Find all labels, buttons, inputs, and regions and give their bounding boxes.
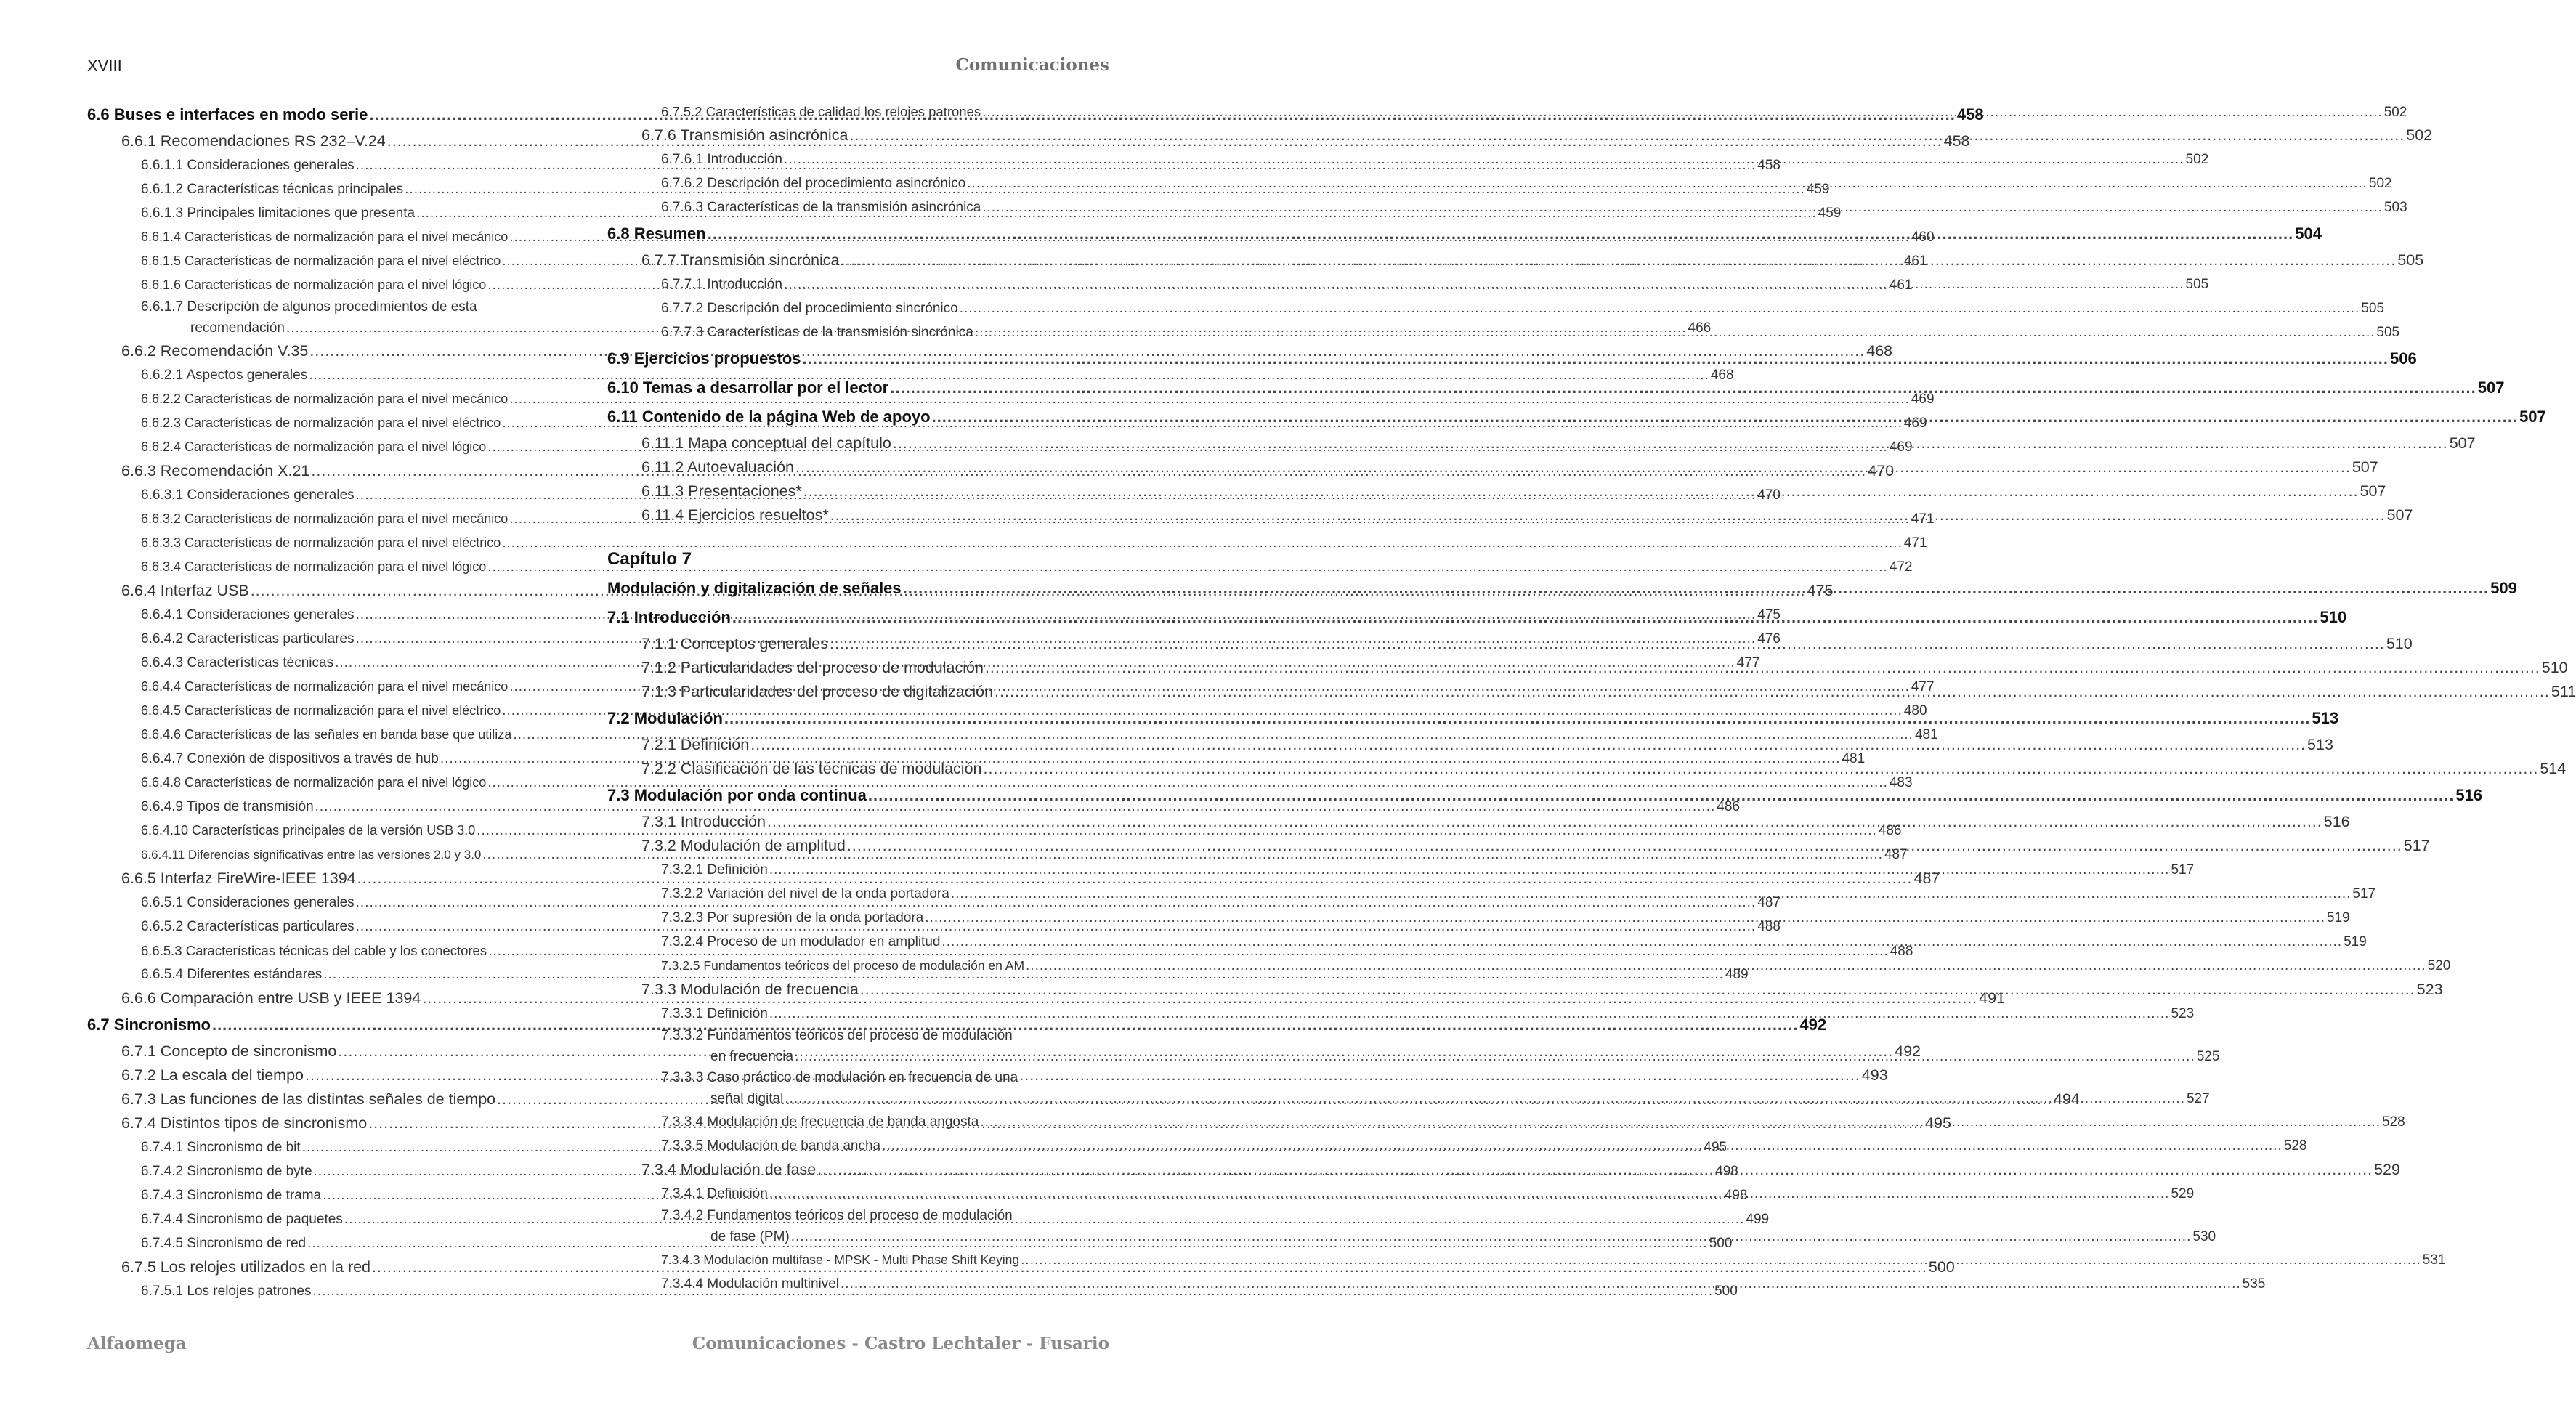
dot-leader (732, 603, 2318, 632)
toc-entry-page: 513 (2312, 709, 2339, 727)
toc-entry-page: 519 (2326, 910, 2350, 925)
toc-entry-title: 6.6.1 Recomendaciones RS 232–V.24 (121, 132, 386, 150)
toc-entry-page: 531 (2422, 1252, 2446, 1268)
toc-entry-page: 507 (2386, 506, 2413, 524)
toc-entry-title: 7.3.4 Modulación de fase (641, 1161, 817, 1178)
toc-entry-title: 6.7.7.3 Características de la transmisión sincrónica (661, 325, 973, 340)
toc-entry-page: 502 (2406, 126, 2433, 144)
toc-entry-title: 6.7.7.2 Descripción del procedimiento sincrónico (661, 301, 958, 316)
toc-entry-title: 6.11 Contenido de la página Web de apoyo (607, 408, 931, 426)
toc-entry-page: 486 (1717, 799, 1740, 814)
dot-leader (932, 402, 2518, 431)
toc-entry-title: 6.6.2.2 Características de normalización para el nivel mecánico (141, 392, 509, 406)
toc-entry-page: 517 (2352, 886, 2376, 901)
toc-entry-title-cont: de fase (PM) (710, 1229, 790, 1244)
toc-entry-page: 461 (1889, 277, 1913, 293)
toc-entry-page: 471 (1911, 511, 1935, 527)
toc-entry-title: 7.2 Modulación (607, 709, 723, 727)
toc-entry-page: 476 (1757, 631, 1781, 647)
dot-leader (708, 219, 2293, 248)
dot-leader (985, 656, 2540, 680)
toc-entry-title: 7.1.3 Particularidades del proceso de digitalización (641, 683, 994, 700)
toc-entry-page: 505 (2361, 301, 2385, 316)
toc-entry-page: 529 (2374, 1161, 2400, 1178)
toc-entry-subsubsection[interactable] (87, 531, 1927, 555)
toc-entry-title: 6.6.3 Recomendación X.21 (121, 462, 310, 479)
toc-entry-page: 511 (2551, 683, 2576, 700)
toc-entry-page: 528 (2381, 1114, 2405, 1130)
toc-entry-page: 492 (1799, 1016, 1827, 1034)
toc-entry-page: 475 (1757, 607, 1781, 623)
dot-leader (925, 906, 2325, 930)
toc-entry-page: 481 (1842, 751, 1866, 766)
dot-leader (903, 574, 2489, 603)
toc-entry-page: 469 (1889, 439, 1913, 455)
footer-book-title: Comunicaciones - Castro Lechtaler - Fusario (692, 1334, 1109, 1353)
toc-entry-subsubsection[interactable] (87, 363, 1734, 387)
toc-entry-title: 7.3.3.5 Modulación de banda ancha (661, 1138, 881, 1154)
toc-entry-page: 510 (2386, 635, 2413, 652)
toc-entry-title: 6.6.4.11 Diferencias significativas entre las versiones 2.0 y 3.0 (141, 848, 482, 862)
toc-entry-page: 525 (2196, 1049, 2220, 1064)
toc-entry-page: 471 (1903, 535, 1927, 551)
toc-entry-page: 505 (2376, 325, 2400, 340)
toc-entry-title: 7.2.1 Definición (641, 736, 750, 753)
dot-leader (982, 100, 2383, 124)
toc-entry-title: 6.6.1.3 Principales limitaciones que presenta (141, 206, 416, 221)
toc-entry-title: 6.7.1 Concepto de sincronismo (121, 1042, 337, 1060)
running-title: Comunicaciones (955, 55, 1109, 75)
toc-entry-title: 6.7.4.5 Sincronismo de red (141, 1236, 307, 1251)
toc-entry-title: 6.6.4.4 Características de normalización para el nivel mecánico (141, 679, 509, 694)
toc-entry-title: 6.6.4.3 Características técnicas (141, 655, 334, 670)
toc-entry-title: 6.6.5 Interfaz FireWire-IEEE 1394 (121, 870, 356, 887)
toc-entry-title: 6.6.6 Comparación entre USB y IEEE 1394 (121, 989, 421, 1007)
toc-entry-page: 469 (1911, 392, 1935, 407)
toc-entry-page: 535 (2242, 1276, 2266, 1292)
toc-entry-title: 6.6.3.3 Características de normalización para el nivel eléctrico (141, 535, 501, 550)
toc-entry-page: 523 (2416, 981, 2443, 998)
toc-entry-title: 7.3.2.5 Fundamentos teóricos del proceso de modulación en AM (661, 958, 1025, 973)
toc-entry-title: 6.7.6.2 Descripción del procedimiento asincrónico (661, 176, 966, 191)
dot-leader (1021, 1248, 2421, 1272)
dot-leader (882, 1134, 2283, 1158)
dot-leader (995, 680, 2550, 704)
toc-entry-page: 459 (1818, 206, 1842, 221)
toc-entry-title: 6.6.5.1 Consideraciones generales (141, 895, 355, 910)
toc-entry-page: 488 (1757, 919, 1781, 934)
toc-entry-title: 7.1.2 Particularidades del proceso de modulación (641, 659, 984, 676)
toc-entry-title: 6.7.4.1 Sincronismo de bit (141, 1140, 301, 1155)
toc-entry-title: 6.7.4 Distintos tipos de sincronismo (121, 1114, 368, 1132)
toc-entry-title: 7.3.3.3 Caso práctico de modulación en frecuencia de una (661, 1070, 1018, 1085)
footer-publisher: Alfaomega (87, 1334, 187, 1353)
toc-entry-title: 7.3.3 Modulación de frecuencia (641, 981, 859, 998)
toc-entry-title: 6.9 Ejercicios propuestos (607, 349, 801, 368)
toc-entry-title: 7.1.1 Conceptos generales (641, 635, 828, 652)
toc-entry-title: 6.7.4.4 Sincronismo de paquetes (141, 1212, 343, 1227)
toc-entry-page: 468 (1710, 368, 1734, 383)
toc-entry-title: 6.6.4.7 Conexión de dispositivos a través de hub (141, 751, 439, 766)
toc-entry-page: 469 (1903, 416, 1927, 431)
toc-entry-title: 6.7.7 Transmisión sincrónica (641, 251, 840, 269)
toc-entry-title: 6.11.4 Ejercicios resueltos* (641, 506, 829, 524)
toc-entry-title: 7.1 Introducción (607, 608, 731, 626)
toc-entry-title: 6.7 Sincronismo (87, 1016, 211, 1034)
toc-entry-title: 7.3.3.1 Definición (661, 1006, 768, 1021)
toc-entry-title: 6.6.1.1 Consideraciones generales (141, 158, 355, 173)
toc-entry-title-cont: en frecuencia (710, 1049, 794, 1064)
toc-entry-title: 6.7.6.3 Características de la transmisión asincrónica (661, 200, 981, 215)
toc-entry-title: 6.6.4.2 Características particulares (141, 631, 355, 647)
toc-entry-page: 458 (1757, 158, 1781, 173)
dot-leader (769, 858, 2170, 882)
toc-entry-title: 6.7.5.1 Los relojes patrones (141, 1284, 312, 1299)
toc-entry-page: 506 (2390, 349, 2417, 368)
dot-leader (849, 123, 2405, 147)
toc-entry-page: 507 (2519, 408, 2546, 426)
toc-entry-title: 6.7.4.2 Sincronismo de byte (141, 1164, 312, 1179)
toc-entry-title-cont: recomendación (190, 320, 285, 336)
toc-entry-page: 502 (2185, 152, 2209, 167)
dot-leader (767, 810, 2322, 834)
dot-leader (984, 757, 2539, 781)
toc-entry-page: 470 (1868, 462, 1895, 479)
chapter-label: Capítulo 7 (607, 549, 692, 569)
toc-entry-page: 494 (2053, 1090, 2080, 1108)
toc-entry-page: 460 (1911, 230, 1935, 245)
dot-leader (967, 171, 2368, 195)
dot-leader (975, 320, 2375, 344)
toc-entry-title: 6.6.4.5 Características de normalización para el nivel eléctrico (141, 703, 501, 718)
toc-entry-page: 489 (1725, 967, 1749, 982)
toc-entry-page: 459 (1806, 182, 1830, 197)
toc-entry-page: 499 (1746, 1212, 1770, 1227)
toc-entry-title: 6.6.2.4 Características de normalización para el nivel lógico (141, 439, 487, 454)
toc-entry-title: 6.6.3.2 Características de normalización para el nivel mecánico (141, 511, 509, 526)
toc-entry-title: 6.6.1.2 Características técnicas principales (141, 182, 404, 197)
toc-entry-page: 516 (2323, 813, 2350, 830)
toc-entry-title: 7.3.3.4 Modulación de frecuencia de banda angosta (661, 1114, 979, 1130)
toc-entry-page: 505 (2397, 251, 2424, 269)
dot-leader (803, 479, 2359, 503)
toc-entry-title: 6.6.1.4 Características de normalización para el nivel mecánico (141, 230, 509, 244)
dot-leader (750, 733, 2306, 757)
toc-entry-page: 498 (1724, 1188, 1748, 1203)
toc-entry-page: 481 (1914, 727, 1938, 742)
toc-entry-page: 502 (2383, 105, 2407, 120)
toc-entry-page: 493 (1861, 1066, 1888, 1084)
dot-leader (830, 632, 2385, 656)
toc-entry-title: 6.6.4.6 Características de las señales en banda base que utiliza (141, 727, 512, 742)
toc-entry-title: 6.8 Resumen (607, 224, 706, 243)
toc-entry-title: 7.3.2.1 Definición (661, 862, 768, 878)
toc-entry-title: 6.6.2.3 Características de normalización para el nivel eléctrico (141, 416, 501, 430)
toc-entry-page: 487 (1757, 895, 1781, 910)
toc-entry-page: 458 (1943, 132, 1970, 150)
dot-leader (784, 147, 2184, 171)
toc-entry-title: 7.3.4.1 Definición (661, 1186, 768, 1202)
toc-entry-page: 517 (2403, 837, 2430, 854)
toc-entry-title: 6.6.1.7 Descripción de algunos procedimientos de esta (141, 299, 477, 315)
toc-entry-page: 510 (2320, 608, 2347, 626)
toc-entry-page: 507 (2477, 378, 2505, 397)
toc-entry-title: 6.7.3 Las funciones de las distintas señales de tiempo (121, 1090, 496, 1108)
toc-entry-page: 517 (2171, 862, 2195, 878)
dot-leader (724, 704, 2310, 733)
dot-leader (890, 373, 2476, 402)
dot-leader (893, 431, 2448, 455)
dot-leader (841, 1272, 2241, 1296)
toc-entry-page: 466 (1688, 320, 1712, 336)
toc-entry-page: 477 (1911, 679, 1935, 694)
toc-entry-title: 6.7.7.1 Introducción (661, 277, 782, 292)
toc-entry-title: 7.3.2 Modulación de amplitud (641, 837, 846, 854)
toc-entry-title: 6.7.6.1 Introducción (661, 152, 782, 167)
toc-entry-title: 7.3.4.2 Fundamentos teóricos del proceso de modulación (661, 1208, 1013, 1223)
toc-entry-title: 6.11.3 Presentaciones* (641, 482, 802, 500)
dot-leader (860, 978, 2415, 1002)
toc-entry-title: 6.7.2 La escala del tiempo (121, 1066, 304, 1084)
dot-leader (769, 1182, 2170, 1206)
toc-entry-title: 6.6.4.1 Consideraciones generales (141, 607, 355, 623)
toc-entry-title: 6.6.5.4 Diferentes estándares (141, 967, 323, 982)
toc-entry-title: 6.7.6 Transmisión asincrónica (641, 126, 848, 144)
toc-entry-title: 6.11.2 Autoevaluación (641, 458, 794, 476)
toc-entry-page: 514 (2540, 760, 2567, 777)
toc-entry-page: 510 (2541, 659, 2568, 676)
toc-entry-page: 468 (1866, 342, 1893, 360)
toc-entry-page: 491 (1979, 989, 2006, 1007)
toc-entry-title: 6.6.3.1 Consideraciones generales (141, 487, 355, 503)
toc-entry-page: 505 (2185, 277, 2209, 292)
toc-entry-title: 6.6.4 Interfaz USB (121, 582, 249, 599)
toc-entry-page: 477 (1736, 655, 1760, 670)
toc-entry-page: 470 (1757, 487, 1781, 503)
toc-entry-title: 7.3.4.4 Modulación multinivel (661, 1276, 840, 1292)
toc-entry-page: 507 (2360, 482, 2386, 500)
dot-leader (980, 1110, 2381, 1134)
dot-leader (868, 781, 2454, 810)
toc-entry-title: 7.3.2.4 Proceso de un modulador en amplitud (661, 934, 941, 949)
toc-entry-title: 6.6.5.3 Características técnicas del cable y los conectores (141, 943, 487, 958)
dot-leader (803, 344, 2389, 373)
toc-entry-page: 513 (2307, 736, 2333, 753)
toc-entry-subsubsection[interactable] (607, 296, 2385, 320)
toc-entry-title: 6.6.3.4 Características de normalización para el nivel lógico (141, 559, 487, 574)
toc-entry-title: 6.6 Buses e interfaces en modo serie (87, 105, 368, 123)
toc-entry-page: 500 (1928, 1258, 1955, 1276)
toc-entry-page: 529 (2171, 1186, 2195, 1202)
toc-entry-title: 7.2.2 Clasificación de las técnicas de modulación (641, 760, 982, 777)
toc-entry-title: 6.7.4.3 Sincronismo de trama (141, 1188, 322, 1203)
dot-leader (785, 1088, 2185, 1110)
toc-entry-page: 487 (1913, 870, 1940, 887)
toc-entry-title: 7.3.2.3 Por supresión de la onda portadora (661, 910, 924, 925)
toc-entry-page: 500 (1709, 1236, 1733, 1251)
toc-entry-page: 530 (2192, 1229, 2216, 1244)
dot-leader (769, 1002, 2170, 1026)
toc-entry-title: 6.7.5.2 Características de calidad los relojes patrones (661, 104, 981, 119)
toc-entry-page: 488 (1890, 944, 1913, 959)
toc-entry-title: 6.6.5.2 Características particulares (141, 919, 355, 934)
toc-entry-page: 475 (1807, 582, 1834, 599)
dot-leader (784, 272, 2184, 296)
toc-entry-title-cont: señal digital (710, 1091, 784, 1106)
toc-entry-title: 7.3.3.2 Fundamentos teóricos del proceso de modulación (661, 1028, 1013, 1043)
toc-entry-page: 507 (2352, 458, 2378, 476)
toc-entry-page: 509 (2490, 579, 2517, 597)
toc-entry-title: 6.10 Temas a desarrollar por el lector (607, 378, 889, 397)
toc-entry-page: 486 (1878, 823, 1902, 838)
dot-leader (951, 882, 2352, 906)
toc-entry-page: 507 (2449, 434, 2476, 452)
toc-entry-page: 516 (2455, 786, 2483, 804)
toc-entry-page: 498 (1715, 1164, 1738, 1179)
toc-entry-title: Modulación y digitalización de señales (607, 579, 902, 597)
toc-entry-page: 504 (2295, 224, 2322, 243)
toc-entry-page: 483 (1889, 775, 1913, 790)
toc-entry-title: 6.6.2 Recomendación V.35 (121, 342, 309, 360)
toc-entry-page: 461 (1903, 254, 1927, 269)
toc-entry-page: 495 (1925, 1114, 1951, 1132)
dot-leader (795, 1046, 2195, 1068)
dot-leader (841, 248, 2396, 272)
toc-entry-title: 7.3.4.3 Modulación multifase - MPSK - Multi Phase Shift Keying (661, 1252, 1020, 1267)
toc-entry-page: 527 (2186, 1091, 2210, 1106)
dot-leader (1026, 954, 2426, 978)
toc-entry-title: 6.6.4.10 Características principales de la versión USB 3.0 (141, 823, 476, 838)
dot-leader (817, 1158, 2373, 1182)
toc-entry-title: 6.7.5 Los relojes utilizados en la red (121, 1258, 371, 1276)
toc-entry-page: 502 (2368, 176, 2392, 191)
toc-entry-title: 6.6.4.9 Tipos de transmisión (141, 799, 314, 814)
toc-entry-page: 520 (2427, 958, 2451, 973)
toc-entry-title: 6.6.2.1 Aspectos generales (141, 368, 308, 383)
toc-entry-page: 480 (1903, 703, 1927, 718)
toc-entry-title: 6.11.1 Mapa conceptual del capítulo (641, 434, 891, 452)
dot-leader (830, 503, 2386, 527)
toc-entry-page: 503 (2383, 200, 2407, 215)
toc-entry-title: 7.3.1 Introducción (641, 813, 766, 830)
dot-leader (791, 1226, 2192, 1248)
toc-entry-title: 6.6.1.6 Características de normalización para el nivel lógico (141, 277, 487, 292)
toc-entry-page: 472 (1889, 559, 1913, 575)
toc-entry-title: 6.6.4.8 Características de normalización para el nivel lógico (141, 775, 487, 790)
toc-entry-page: 528 (2283, 1138, 2307, 1154)
toc-entry-title: 6.6.1.5 Características de normalización para el nivel eléctrico (141, 254, 501, 268)
page-number: XVIII (87, 57, 122, 75)
dot-leader (982, 195, 2383, 219)
toc-entry-page: 495 (1704, 1140, 1727, 1155)
dot-leader (795, 455, 2351, 479)
toc-entry-title: 7.3 Modulación por onda continua (607, 786, 867, 804)
toc-entry-page: 519 (2344, 934, 2367, 949)
toc-entry-page: 500 (1714, 1284, 1738, 1299)
toc-entry-page: 458 (1956, 105, 1984, 123)
toc-entry-page: 523 (2171, 1006, 2195, 1021)
dot-leader (941, 930, 2342, 954)
dot-leader (960, 296, 2360, 320)
toc-entry-page: 487 (1884, 847, 1908, 862)
toc-entry-page: 492 (1895, 1042, 1921, 1060)
dot-leader (847, 834, 2402, 858)
toc-entry-title: 7.3.2.2 Variación del nivel de la onda portadora (661, 886, 949, 901)
